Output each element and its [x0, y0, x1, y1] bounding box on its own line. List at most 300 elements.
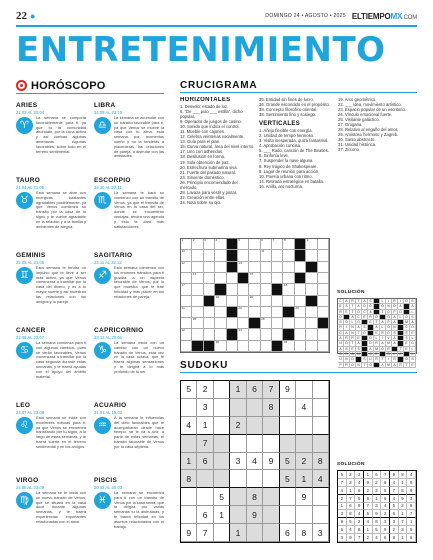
clue-vertical: 31. Unidad histórica.	[338, 142, 377, 148]
sudoku-empty-cell[interactable]	[230, 488, 246, 506]
crossword-cell[interactable]	[295, 307, 306, 318]
sudoku-empty-cell[interactable]	[214, 524, 230, 542]
solution-letter: O	[386, 310, 392, 315]
sudoku-given: 8	[296, 524, 312, 542]
crossword-cell[interactable]	[204, 329, 215, 340]
sudoku-given: 1	[197, 417, 213, 435]
sudoku-empty-cell[interactable]	[296, 417, 312, 435]
crossword-cell[interactable]	[261, 296, 272, 307]
crossword-cell[interactable]	[272, 296, 283, 307]
sudoku-solution-digit: 6	[347, 503, 356, 511]
zodiac-icon: ♍	[16, 492, 33, 509]
sudoku-empty-cell[interactable]	[230, 435, 246, 453]
sign-acuario	[94, 402, 164, 477]
crossword-cell[interactable]	[192, 250, 203, 261]
crossword-cell[interactable]	[272, 307, 283, 318]
clue-number: 19	[215, 294, 219, 299]
sudoku-solution-digit: 3	[399, 526, 408, 534]
crossword-cell[interactable]	[306, 318, 317, 329]
crossword-cell[interactable]	[261, 284, 272, 295]
sudoku-empty-cell[interactable]	[197, 488, 213, 506]
solution-letter: N	[350, 331, 356, 336]
crossword-cell[interactable]	[238, 239, 249, 250]
sign-name: PISCIS	[94, 477, 118, 484]
crossword-cell[interactable]	[181, 307, 192, 318]
crossword-cell[interactable]	[227, 318, 238, 329]
sudoku-empty-cell[interactable]	[263, 435, 279, 453]
brand-mx: MX	[390, 11, 403, 21]
sudoku-given: 7	[263, 381, 279, 399]
crossword-cell[interactable]	[306, 341, 317, 352]
sign-text: Esta semana te tendrá un impulso que te lleve a ser más activo, ya que Venus comenzará a transitar por la casa del dinero, y es a tu mayor suerte y así muestran las relaciones con los amigos y tu pareja.	[36, 265, 86, 304]
crossword-cell[interactable]	[192, 318, 203, 329]
crossword-cell[interactable]	[249, 273, 260, 284]
sudoku-empty-cell[interactable]	[313, 506, 329, 524]
crossword-cell[interactable]	[238, 341, 249, 352]
sudoku-solution-digit: 5	[347, 518, 356, 526]
crossword-cell[interactable]	[261, 250, 272, 261]
solution-letter: U	[368, 357, 374, 362]
solution-letter: N	[386, 304, 392, 309]
sudoku-empty-cell[interactable]	[181, 399, 197, 417]
crossword-cell[interactable]	[204, 284, 215, 295]
sudoku-solution-digit: 8	[381, 479, 390, 487]
crossword-cell[interactable]	[261, 262, 272, 273]
crossword-cell[interactable]	[215, 262, 226, 273]
crossword-cell[interactable]	[283, 284, 294, 295]
sudoku-empty-cell[interactable]	[247, 417, 263, 435]
solution-letter: A	[356, 304, 362, 309]
crossword-cell[interactable]	[283, 296, 294, 307]
solution-letter: E	[350, 347, 356, 352]
sign-name: GÉMINIS	[16, 252, 46, 259]
crossword-cell[interactable]	[249, 329, 260, 340]
crossword-black-cell	[249, 318, 260, 329]
solution-letter: E	[410, 331, 416, 336]
solution-letter: O	[368, 363, 374, 368]
zodiac-icon: ♉	[16, 192, 33, 209]
clue-vertical: 8. Rey trágico de Shakespeare.	[259, 163, 318, 169]
clue-number: 1	[181, 238, 184, 242]
crossword-cell[interactable]	[215, 273, 226, 284]
solution-letter: O	[344, 341, 350, 346]
solution-letter: E	[344, 310, 350, 315]
crossword-cell[interactable]	[295, 318, 306, 329]
sudoku-solution-digit: 6	[373, 471, 382, 479]
clue-horizontal: 20. Estrechura submarina viva.	[180, 164, 238, 170]
sign-name: CÁNCER	[16, 327, 46, 334]
clue-number: 11	[261, 249, 265, 254]
sudoku-empty-cell[interactable]	[230, 506, 246, 524]
sudoku-solution-digit: 2	[399, 503, 408, 511]
crossword-cell[interactable]	[204, 262, 215, 273]
sudoku-solution-digit: 3	[338, 510, 347, 518]
crossword-cell[interactable]	[306, 250, 317, 261]
sudoku-solution-digit: 3	[373, 503, 382, 511]
sign-capricornio	[94, 327, 164, 402]
solution-letter: S	[344, 347, 350, 352]
solution-letter: E	[410, 363, 416, 368]
clue-number: 13	[238, 260, 242, 265]
crossword-cell[interactable]	[272, 329, 283, 340]
crossword-cell[interactable]	[204, 307, 215, 318]
crossword-black-cell	[238, 273, 249, 284]
brand-main: ELTIEMPO	[351, 11, 391, 21]
sudoku-empty-cell[interactable]	[247, 470, 263, 488]
solution-letter: R	[344, 363, 350, 368]
crossword-cell[interactable]	[215, 239, 226, 250]
sudoku-given: 5	[280, 470, 296, 488]
crossword-cell[interactable]	[272, 250, 283, 261]
crossword-cell[interactable]	[261, 318, 272, 329]
sudoku-empty-cell[interactable]	[313, 399, 329, 417]
solution-letter: L	[410, 336, 416, 341]
sudoku-empty-cell[interactable]	[263, 470, 279, 488]
sudoku-empty-cell[interactable]	[263, 524, 279, 542]
crossword-cell[interactable]	[215, 307, 226, 318]
crossword-cell[interactable]	[318, 296, 329, 307]
sign-name: VIRGO	[16, 477, 39, 484]
sudoku-solution-digit: 2	[381, 510, 390, 518]
clue-column-2	[259, 97, 338, 240]
sign-dates: 24.09 AL 23.10	[94, 110, 123, 115]
sudoku-empty-cell[interactable]	[214, 399, 230, 417]
solution-letter: R	[350, 299, 356, 304]
sudoku-empty-cell[interactable]	[296, 435, 312, 453]
sudoku-empty-cell[interactable]	[280, 506, 296, 524]
solution-letter: A	[398, 304, 404, 309]
clue-vertical: 1. Añejo flexible con energía.	[259, 128, 313, 134]
sudoku-solution-digit: 4	[355, 510, 364, 518]
page-number-bullet-icon: ●	[30, 11, 36, 21]
solution-letter: O	[380, 304, 386, 309]
sudoku-given: 1	[230, 524, 246, 542]
crossword-cell[interactable]	[249, 296, 260, 307]
solution-letter: L	[392, 352, 398, 357]
clue-horizontal: 18. Desilusión en forma.	[180, 154, 226, 160]
crossword-cell[interactable]	[261, 329, 272, 340]
crossword-cell[interactable]	[227, 273, 238, 284]
solution-letter: T	[362, 363, 368, 368]
clue-horizontal: 1. Desvelo; estado de luz.	[180, 104, 229, 109]
solution-letter: A	[380, 341, 386, 346]
sudoku-empty-cell[interactable]	[313, 435, 329, 453]
solution-letter: S	[362, 357, 368, 362]
sudoku-empty-cell[interactable]	[181, 506, 197, 524]
sign-aries	[16, 102, 86, 177]
crossword-cell[interactable]	[249, 307, 260, 318]
sudoku-empty-cell[interactable]	[197, 470, 213, 488]
crossword-cell[interactable]	[238, 250, 249, 261]
solution-letter: O	[404, 315, 410, 320]
crossword-cell[interactable]	[283, 318, 294, 329]
sign-text: Esta semana se abre con enérgicas bastantes agradables posiblemente, ya que Venus comienza su tránsito por la casa de tu signo y te vuelve agradable en la relación y a la familia y ambientes de alegría.	[36, 190, 86, 229]
crossword-cell[interactable]	[215, 250, 226, 261]
solution-letter: P	[392, 310, 398, 315]
sudoku-empty-cell[interactable]	[214, 381, 230, 399]
sudoku-given: 9	[296, 488, 312, 506]
sudoku-empty-cell[interactable]	[313, 417, 329, 435]
sudoku-solution-grid	[337, 470, 417, 543]
crossword-cell[interactable]	[306, 329, 317, 340]
sign-tauro	[16, 177, 86, 252]
crossword-cell[interactable]	[318, 329, 329, 340]
sudoku-empty-cell[interactable]	[214, 417, 230, 435]
sign-text: A la semana le influencias del cielo favorables que te acompañarán desde hace tiempo, se te va a unir, a partir de estas semanas, el tránsito favorable de Venus por tu casa séptima.	[114, 415, 164, 449]
sign-text: La semana se acumular con un tránsito favorable para ti, ya que Venus se mueve la casa con tu alma, esta semana por momentos sueño y no la tenderás a placenteras las relaciones de pareja, a disfrutar con las amistades.	[114, 115, 164, 159]
sudoku-empty-cell[interactable]	[313, 381, 329, 399]
sudoku-solution-digit: 1	[364, 526, 373, 534]
sudoku-solution-digit: 2	[355, 518, 364, 526]
sign-text: La semana inicia con un cambio con un nuevo tránsito de Venus, esta vez en la casa octava, que te traerá algunas sensaciones y te dirigirá a lo más profundo de tu ser.	[114, 340, 164, 374]
sudoku-solution-digit: 8	[355, 526, 364, 534]
crossword-cell[interactable]	[261, 273, 272, 284]
crossword-cell[interactable]	[318, 262, 329, 273]
crossword-cell[interactable]	[181, 284, 192, 295]
crossword-cell[interactable]	[215, 318, 226, 329]
sudoku-empty-cell[interactable]	[296, 506, 312, 524]
crossword-cell[interactable]	[318, 250, 329, 261]
page-number: 22	[16, 10, 27, 22]
crossword-black-cell	[283, 329, 294, 340]
crossword-cell[interactable]	[306, 273, 317, 284]
sudoku-solution-digit: 9	[347, 534, 356, 542]
solution-letter: N	[344, 357, 350, 362]
crossword-cell[interactable]	[204, 273, 215, 284]
clue-vertical: 24. Vínculo emocional fuerte.	[338, 112, 393, 118]
crossword-cell[interactable]	[215, 341, 226, 352]
sudoku-solution-digit: 4	[347, 526, 356, 534]
sudoku-solution-digit: 9	[373, 510, 382, 518]
crossword-cell[interactable]	[238, 284, 249, 295]
sudoku-solution-digit: 9	[407, 487, 416, 495]
sudoku-empty-cell[interactable]	[247, 399, 263, 417]
solution-letter: A	[350, 352, 356, 357]
crossword-cell[interactable]	[306, 284, 317, 295]
crossword-cell[interactable]	[283, 341, 294, 352]
crossword-cell[interactable]	[318, 307, 329, 318]
sudoku-empty-cell[interactable]	[296, 381, 312, 399]
crossword-cell[interactable]	[295, 284, 306, 295]
solution-letter: P	[338, 363, 344, 368]
sudoku-empty-cell[interactable]	[280, 435, 296, 453]
crossword-cell[interactable]	[238, 307, 249, 318]
crossword-cell[interactable]	[318, 341, 329, 352]
crossword-cell[interactable]	[238, 329, 249, 340]
solution-letter: A	[344, 299, 350, 304]
crossword-cell[interactable]	[318, 284, 329, 295]
solution-letter: A	[380, 320, 386, 325]
sign-dates: 23.11 AL 22.12	[94, 260, 122, 265]
solution-letter: V	[386, 336, 392, 341]
solution-letter: E	[374, 331, 380, 336]
crossword-cell[interactable]	[238, 262, 249, 273]
sudoku-empty-cell[interactable]	[214, 453, 230, 471]
solution-letter: L	[350, 320, 356, 325]
solution-letter: M	[374, 347, 380, 352]
crossword-cell[interactable]	[306, 239, 317, 250]
sudoku-solution-digit: 2	[364, 534, 373, 542]
sign-text: La semana se comporta favorablemente para ti, ya que tu la comunidad ahondate, por la Luna activa y así vuelvas algunas amenazas. Algunas favorables, sobre todo en el terreno sentimental.	[36, 115, 86, 154]
sudoku-empty-cell[interactable]	[247, 435, 263, 453]
sudoku-empty-cell[interactable]	[214, 435, 230, 453]
section-title: ENTRETENIMIENTO	[16, 30, 386, 70]
crossword-cell[interactable]	[249, 239, 260, 250]
sign-body	[16, 266, 86, 304]
solution-letter: O	[356, 310, 362, 315]
crossword-cell[interactable]	[181, 341, 192, 352]
crossword-black-cell	[227, 329, 238, 340]
zodiac-icon: ♒	[94, 417, 111, 434]
solution-letter: T	[404, 363, 410, 368]
sudoku-empty-cell[interactable]	[313, 488, 329, 506]
sudoku-given: 5	[214, 488, 230, 506]
clue-vertical: 14. Retirada estratégica en batalla.	[259, 178, 324, 184]
solution-letter: O	[338, 315, 344, 320]
crossword-cell[interactable]	[204, 250, 215, 261]
crossword-cell[interactable]	[295, 329, 306, 340]
crossword-cell[interactable]	[283, 239, 294, 250]
sign-dates: 22.06 AL 23.07	[16, 335, 45, 340]
crossword-cell[interactable]	[272, 239, 283, 250]
sudoku-solution-digit: 7	[381, 471, 390, 479]
sudoku-empty-cell[interactable]	[280, 417, 296, 435]
solution-letter: S	[410, 357, 416, 362]
sudoku-empty-cell[interactable]	[263, 417, 279, 435]
crossword-cell[interactable]	[227, 296, 238, 307]
solution-letter: M	[386, 341, 392, 346]
sudoku-solution-digit: 5	[355, 495, 364, 503]
solution-letter: S	[368, 299, 374, 304]
sudoku-solution-digit: 8	[390, 534, 399, 542]
sudoku-empty-cell[interactable]	[280, 488, 296, 506]
sudoku-solution-digit: 4	[390, 495, 399, 503]
solution-letter: S	[404, 331, 410, 336]
sign-dates: 22.05 AL 21.06	[16, 260, 45, 265]
sign-dates: 21.04 AL 21.05	[16, 185, 45, 190]
crossword-black-cell	[227, 238, 241, 250]
solution-letter: C	[362, 310, 368, 315]
clue-column-1	[180, 97, 259, 240]
crossword-cell[interactable]	[306, 307, 317, 318]
sudoku-empty-cell[interactable]	[181, 488, 197, 506]
sudoku-solution-digit: 6	[407, 479, 416, 487]
crossword-cell[interactable]	[295, 262, 306, 273]
sign-cncer	[16, 327, 86, 402]
solution-letter: R	[338, 325, 344, 330]
crossword-cell[interactable]	[204, 318, 215, 329]
sudoku-empty-cell[interactable]	[263, 488, 279, 506]
crossword-cell[interactable]	[318, 239, 329, 250]
crossword-cell[interactable]	[249, 284, 260, 295]
crossword-cell[interactable]	[192, 273, 203, 284]
sudoku-empty-cell[interactable]	[214, 470, 230, 488]
crossword-cell[interactable]	[283, 250, 294, 261]
solution-letter: R	[380, 331, 386, 336]
clue-vertical: 27. Orugaria.	[338, 122, 363, 128]
sudoku-solution-digit: 4	[407, 471, 416, 479]
sign-dates: 23.12 AL 20.01	[94, 335, 123, 340]
sign-name: ESCORPIO	[94, 177, 131, 184]
sudoku-solution-digit: 5	[364, 510, 373, 518]
crossword-black-cell	[283, 307, 294, 318]
sign-name: SAGITARIO	[94, 252, 133, 259]
sign-body	[94, 341, 164, 375]
sudoku-given: 9	[247, 506, 263, 524]
crossword-cell[interactable]	[192, 329, 203, 340]
zodiac-icon: ♑	[94, 342, 111, 359]
solution-letter: P	[386, 320, 392, 325]
sudoku-solution-digit: 9	[399, 495, 408, 503]
crossword-cell[interactable]	[295, 341, 306, 352]
solution-letter: O	[368, 304, 374, 309]
sudoku-empty-cell[interactable]	[247, 524, 263, 542]
crossword-cell[interactable]	[192, 296, 203, 307]
crossword-cell[interactable]	[181, 329, 192, 340]
crossword-cell[interactable]	[192, 239, 203, 250]
crossword-cell[interactable]	[249, 341, 260, 352]
solution-letter: O	[350, 357, 356, 362]
solution-letter: I	[386, 299, 392, 304]
crossword-clues	[180, 97, 417, 240]
crossword-cell[interactable]	[261, 341, 272, 352]
solution-letter: E	[356, 336, 362, 341]
sudoku-empty-cell[interactable]	[230, 399, 246, 417]
sudoku-solution-digit: 3	[347, 479, 356, 487]
zodiac-icon: ♋	[16, 342, 33, 359]
solution-letter: T	[350, 310, 356, 315]
sign-dates: 24.08 AL 23.09	[16, 485, 45, 490]
clue-number: 26	[192, 317, 197, 322]
crossword-cell[interactable]	[227, 341, 238, 352]
sudoku-solution-digit: 1	[399, 510, 408, 518]
sudoku-given: 7	[197, 524, 213, 542]
crossword-cell[interactable]	[181, 250, 192, 261]
sudoku-empty-cell[interactable]	[181, 435, 197, 453]
crossword-cell[interactable]	[181, 262, 192, 273]
clue-number: 10	[181, 249, 185, 254]
crossword-cell[interactable]	[272, 318, 283, 329]
crossword-cell[interactable]	[215, 296, 226, 307]
clue-number: 8	[283, 238, 286, 242]
sudoku-solution-digit: 1	[338, 503, 347, 511]
crossword-cell[interactable]	[227, 284, 238, 295]
solution-letter: S	[338, 320, 344, 325]
crossword-cell[interactable]	[249, 250, 260, 261]
sudoku-given: 2	[197, 381, 213, 399]
sudoku-empty-cell[interactable]	[230, 470, 246, 488]
solution-letter: M	[404, 320, 410, 325]
crossword-cell[interactable]	[318, 273, 329, 284]
header-divider	[16, 25, 417, 27]
crossword-cell[interactable]	[283, 262, 294, 273]
clue-horizontal: 19. Sola obtención de paz.	[180, 159, 230, 165]
crossword-cell[interactable]	[215, 329, 226, 340]
crossword-cell[interactable]	[204, 239, 215, 250]
sudoku-solution-digit: 6	[407, 534, 416, 542]
clue-number: 22	[238, 305, 242, 310]
crossword-cell[interactable]	[192, 284, 203, 295]
sudoku-empty-cell[interactable]	[263, 506, 279, 524]
crossword-cell[interactable]	[272, 262, 283, 273]
solution-letter: I	[386, 357, 392, 362]
clue-horizontal: 9. Operador de juegos de casino.	[180, 119, 242, 125]
sudoku-given: 8	[247, 488, 263, 506]
crossword-cell[interactable]	[272, 273, 283, 284]
horizontal-heading: HORIZONTALES	[180, 97, 231, 103]
sudoku-empty-cell[interactable]	[280, 399, 296, 417]
solution-letter: O	[410, 325, 416, 330]
